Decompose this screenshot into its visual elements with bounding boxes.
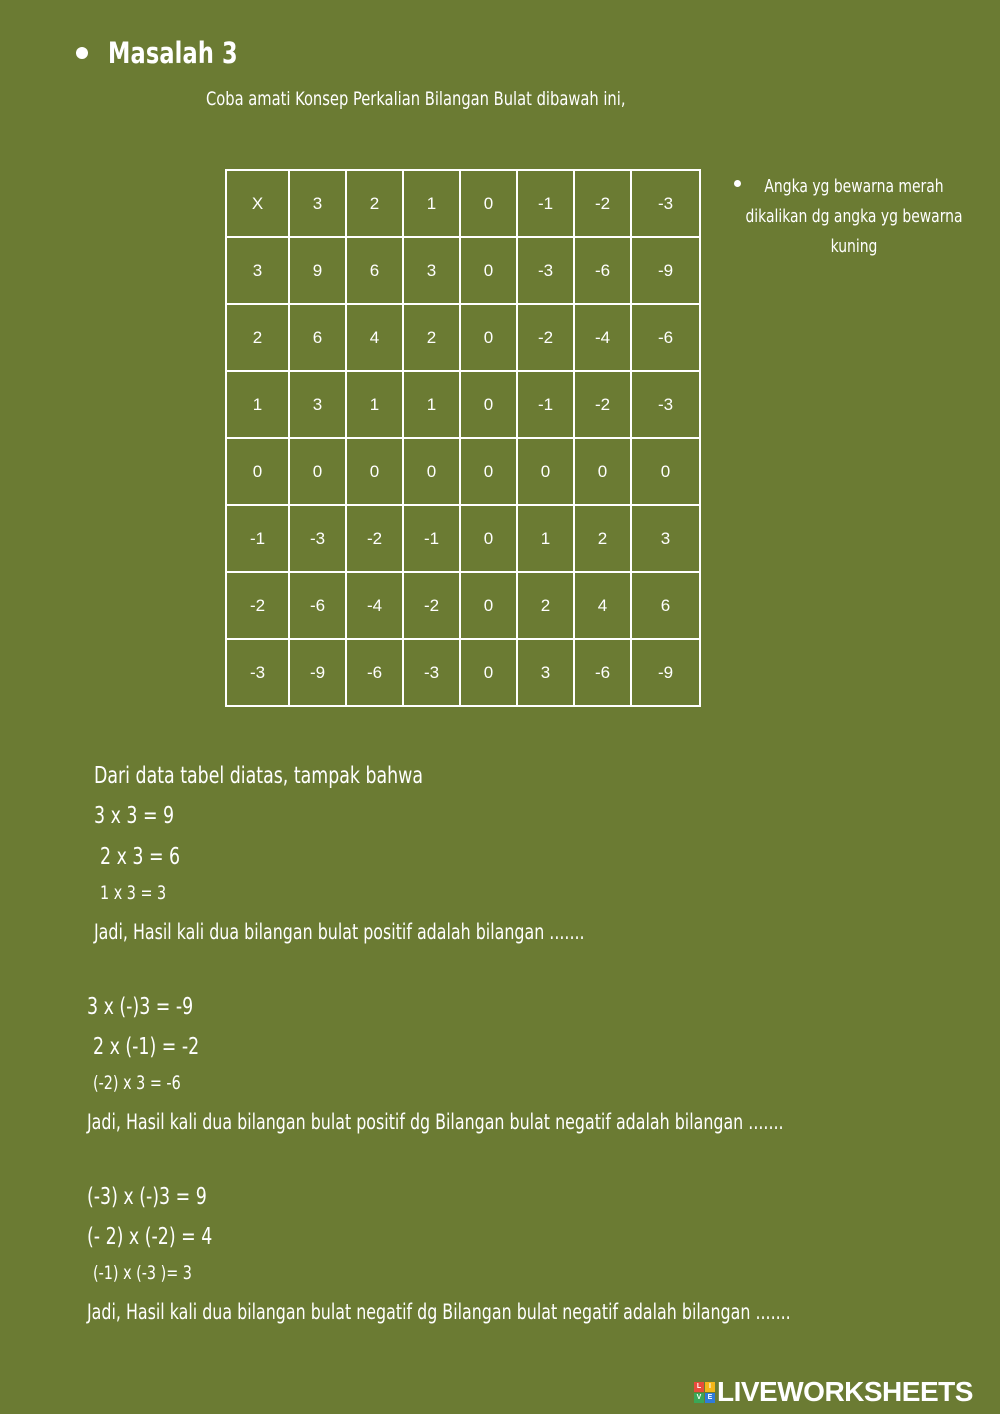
- table-row-header: -3: [226, 639, 289, 706]
- table-row-header: 1: [226, 371, 289, 438]
- table-column-header: 2: [346, 170, 403, 237]
- table-cell: -1: [517, 371, 574, 438]
- table-cell: -4: [574, 304, 631, 371]
- table-row: [226, 304, 700, 371]
- section2-eq2: 2 x (-1) = -2: [93, 1034, 200, 1060]
- table-cell: 4: [346, 304, 403, 371]
- table-column-header: 1: [403, 170, 460, 237]
- table-cell: 0: [460, 237, 517, 304]
- section3-conclusion: Jadi, Hasil kali dua bilangan bulat negatif dg Bilangan bulat negatif adalah bilangan .......: [87, 1300, 791, 1324]
- section2-conclusion: Jadi, Hasil kali dua bilangan bulat positif dg Bilangan bulat negatif adalah bilangan .......: [87, 1110, 784, 1134]
- color-note: Angka yg bewarna merah dikalikan dg angka yg bewarna kuning: [745, 176, 963, 257]
- section2-eq1: 3 x (-)3 = -9: [87, 994, 194, 1020]
- table-cell: 1: [403, 371, 460, 438]
- section1-eq2: 2 x 3 = 6: [100, 844, 181, 870]
- table-cell: 2: [574, 505, 631, 572]
- table-cell: 0: [460, 505, 517, 572]
- table-cell: 0: [460, 639, 517, 706]
- table-cell: -2: [346, 505, 403, 572]
- table-cell: -6: [346, 639, 403, 706]
- table-cell: -2: [403, 572, 460, 639]
- table-cell: 0: [403, 438, 460, 505]
- table-cell: -6: [574, 639, 631, 706]
- title-row: [76, 36, 259, 70]
- section3-eq3: (-1) x (-3 )= 3: [93, 1262, 192, 1284]
- table-cell: -6: [289, 572, 346, 639]
- multiplication-table: [225, 169, 701, 707]
- page-title: Masalah 3: [108, 36, 238, 70]
- table-cell: 0: [631, 438, 700, 505]
- table-column-header: -1: [517, 170, 574, 237]
- table-cell: 3: [517, 639, 574, 706]
- table-cell: 1: [346, 371, 403, 438]
- section3-eq2: (- 2) x (-2) = 4: [87, 1224, 213, 1250]
- table-cell: 6: [289, 304, 346, 371]
- logo-text: LIVEWORKSHEETS: [717, 1376, 973, 1407]
- table-cell: -6: [574, 237, 631, 304]
- table-cell: 4: [574, 572, 631, 639]
- liveworksheets-logo: [694, 1376, 973, 1408]
- table-cell: -9: [289, 639, 346, 706]
- table-cell: 2: [403, 304, 460, 371]
- section1-eq3: 1 x 3 = 3: [100, 882, 167, 904]
- table-cell: 3: [403, 237, 460, 304]
- table-cell: -4: [346, 572, 403, 639]
- table-cell: -3: [517, 237, 574, 304]
- table-cell: 0: [460, 572, 517, 639]
- table-cell: -1: [403, 505, 460, 572]
- table-cell: -2: [574, 371, 631, 438]
- table-cell: 0: [289, 438, 346, 505]
- table-cell: -3: [631, 371, 700, 438]
- intro-text: Coba amati Konsep Perkalian Bilangan Bulat dibawah ini,: [206, 88, 626, 110]
- logo-letter-block: L: [694, 1382, 704, 1392]
- table-cell: 0: [460, 304, 517, 371]
- table-row: [226, 237, 700, 304]
- table-cell: -2: [517, 304, 574, 371]
- table-row: [226, 438, 700, 505]
- table-cell: -3: [289, 505, 346, 572]
- table-column-header: 3: [289, 170, 346, 237]
- section1-conclusion: Jadi, Hasil kali dua bilangan bulat positif adalah bilangan .......: [94, 920, 585, 944]
- table-cell: 0: [460, 371, 517, 438]
- table-row: [226, 371, 700, 438]
- table-row-header: 2: [226, 304, 289, 371]
- table-column-header: -3: [631, 170, 700, 237]
- table-row: [226, 572, 700, 639]
- table-cell: 6: [631, 572, 700, 639]
- logo-letter-block: V: [694, 1393, 704, 1403]
- logo-blocks-icon: [694, 1382, 715, 1403]
- table-cell: 0: [574, 438, 631, 505]
- table-column-header: 0: [460, 170, 517, 237]
- table-cell: 0: [460, 438, 517, 505]
- table-cell: 0: [517, 438, 574, 505]
- table-cell: 1: [517, 505, 574, 572]
- table-cell: -9: [631, 639, 700, 706]
- table-column-header: -2: [574, 170, 631, 237]
- table-cell: -9: [631, 237, 700, 304]
- section1-eq1: 3 x 3 = 9: [94, 803, 175, 829]
- bullet-icon: [76, 47, 88, 59]
- table-cell: 0: [346, 438, 403, 505]
- table-cell: 3: [289, 371, 346, 438]
- section2-eq3: (-2) x 3 = -6: [93, 1072, 181, 1094]
- note-row: [734, 172, 989, 262]
- table-header-row: [226, 170, 700, 237]
- table-row-header: -2: [226, 572, 289, 639]
- table-row-header: 3: [226, 237, 289, 304]
- table-cell: 9: [289, 237, 346, 304]
- logo-letter-block: I: [705, 1382, 715, 1392]
- table-cell: 6: [346, 237, 403, 304]
- table-row: [226, 505, 700, 572]
- table-cell: 2: [517, 572, 574, 639]
- table-cell: -3: [403, 639, 460, 706]
- table-corner-cell: X: [226, 170, 289, 237]
- section3-eq1: (-3) x (-)3 = 9: [87, 1184, 207, 1210]
- section1-lead: Dari data tabel diatas, tampak bahwa: [94, 763, 424, 789]
- table-cell: -6: [631, 304, 700, 371]
- table-row: [226, 639, 700, 706]
- table-cell: 3: [631, 505, 700, 572]
- logo-letter-block: E: [705, 1393, 715, 1403]
- table-row-header: -1: [226, 505, 289, 572]
- table-row-header: 0: [226, 438, 289, 505]
